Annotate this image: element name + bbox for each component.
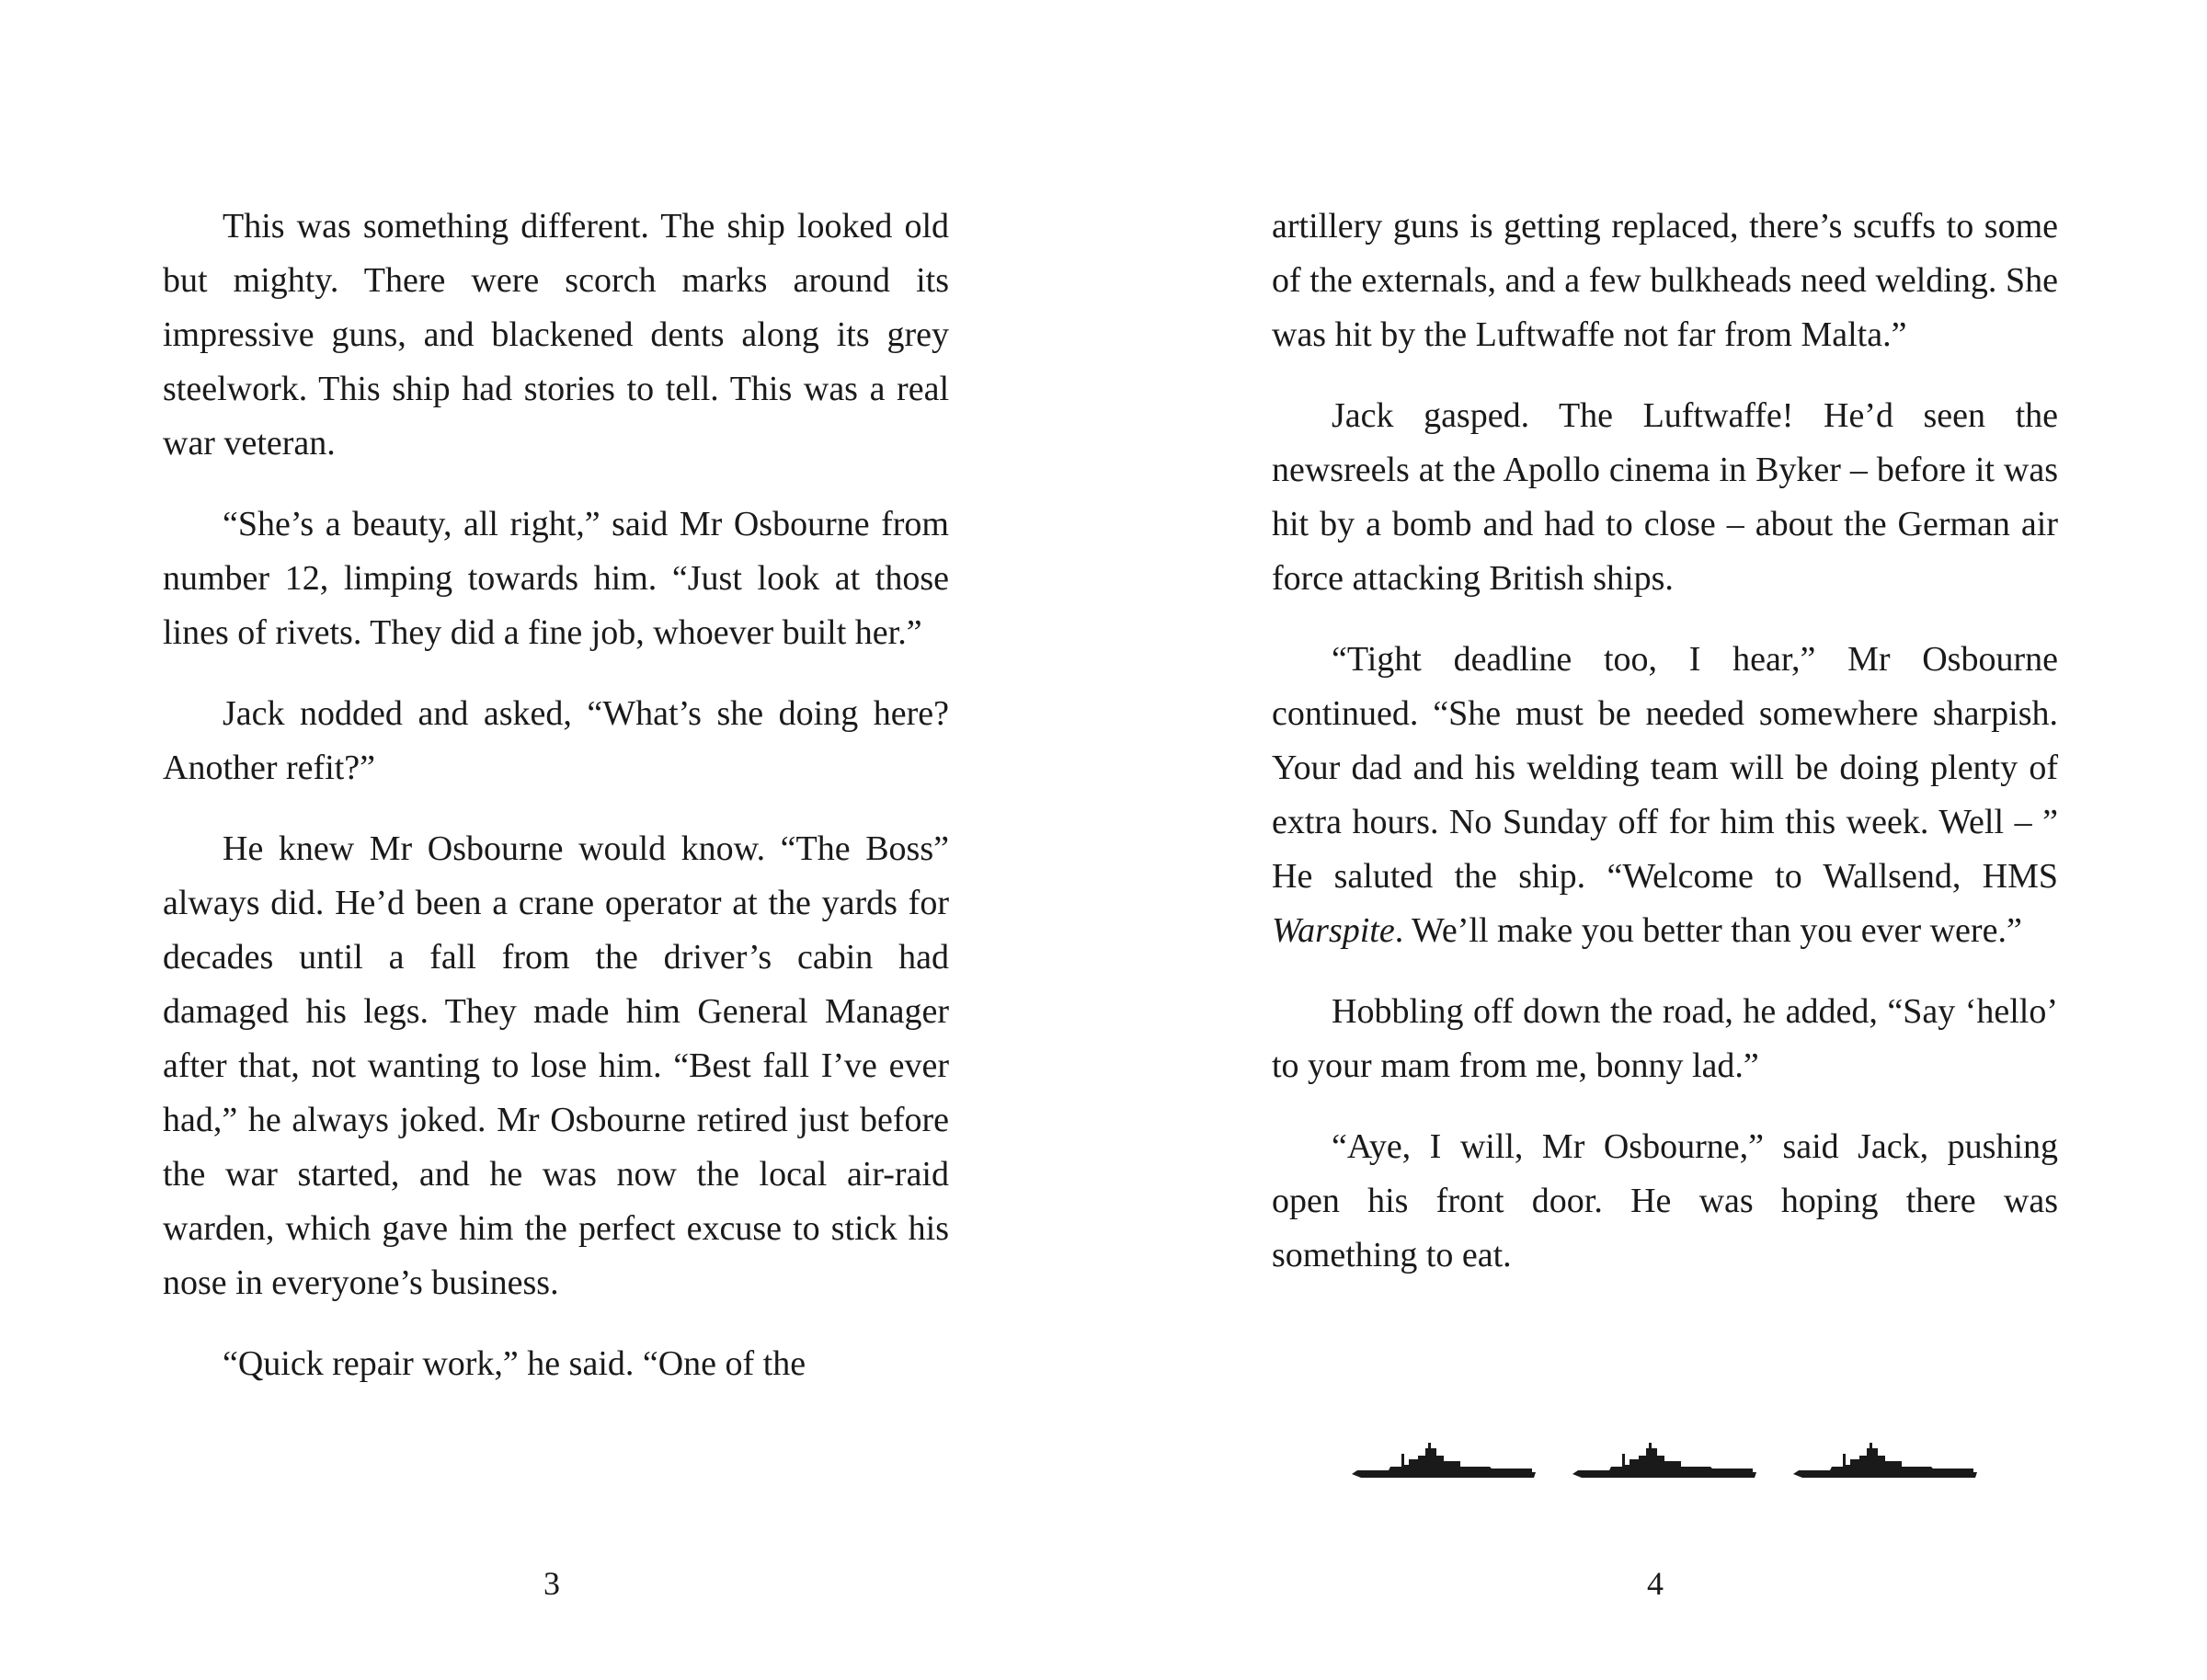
paragraph: Jack nodded and asked, “What’s she doing here? Another refit?” (163, 694, 949, 787)
ship-name: Warspite (1272, 911, 1395, 950)
paragraph: Jack gasped. The Luftwaffe! He’d seen the newsreels at the Apollo cinema in Byker – before it was hit by a bomb and had to close – about the German air force attacking British ships. (1272, 396, 2058, 598)
left-page-text (163, 200, 949, 1391)
paragraph (1272, 633, 2058, 958)
right-page-text (1272, 200, 2058, 1283)
section-divider (1352, 1421, 1977, 1485)
paragraph: This was something different. The ship looked old but mighty. There were scorch marks around its impressive guns, and blackened dents along its grey steelwork. This ship had stories to tell. This was a real war veteran. (163, 207, 949, 463)
page-number: 4 (1647, 1565, 1664, 1602)
paragraph: artillery guns is getting replaced, there’s scuffs to some of the externals, and a few bulkheads need welding. She was hit by the Luftwaffe not far from Malta.” (1272, 207, 2058, 354)
page-number: 3 (543, 1565, 560, 1602)
paragraph: He knew Mr Osbourne would know. “The Boss” always did. He’d been a crane operator at the yards for decades until a fall from the driver’s cabin had damaged his legs. They made him General Manager after that, not wanting to lose him. “Best fall I’ve ever had,” he always joked. Mr Osbourne retired just before the war started, and he was now the local air-raid warden, which gave him the perfect excuse to stick his nose in everyone’s business. (163, 829, 949, 1302)
paragraph: “Aye, I will, Mr Osbourne,” said Jack, pushing open his front door. He was hoping there was something to eat. (1272, 1127, 2058, 1274)
battleship-icon (1352, 1421, 1536, 1485)
paragraph: “Quick repair work,” he said. “One of the (223, 1344, 806, 1383)
paragraph-text: “Tight deadline too, I hear,” Mr Osbourne continued. “She must be needed somewhere sharpish. Your dad and his welding team will be doing plenty of extra hours. No Sunday off for him this week. Well – ” He saluted the ship. “Welcome to Wallsend, HMS (1272, 640, 2058, 896)
battleship-icon (1793, 1421, 1977, 1485)
right-page (1104, 0, 2207, 1680)
paragraph-text: . We’ll make you better than you ever were.” (1394, 911, 2022, 950)
battleship-icon (1572, 1421, 1756, 1485)
paragraph: Hobbling off down the road, he added, “Say ‘hello’ to your mam from me, bonny lad.” (1272, 992, 2058, 1085)
paragraph: “She’s a beauty, all right,” said Mr Osbourne from number 12, limping towards him. “Just look at those lines of rivets. They did a fine job, whoever built her.” (163, 505, 949, 652)
